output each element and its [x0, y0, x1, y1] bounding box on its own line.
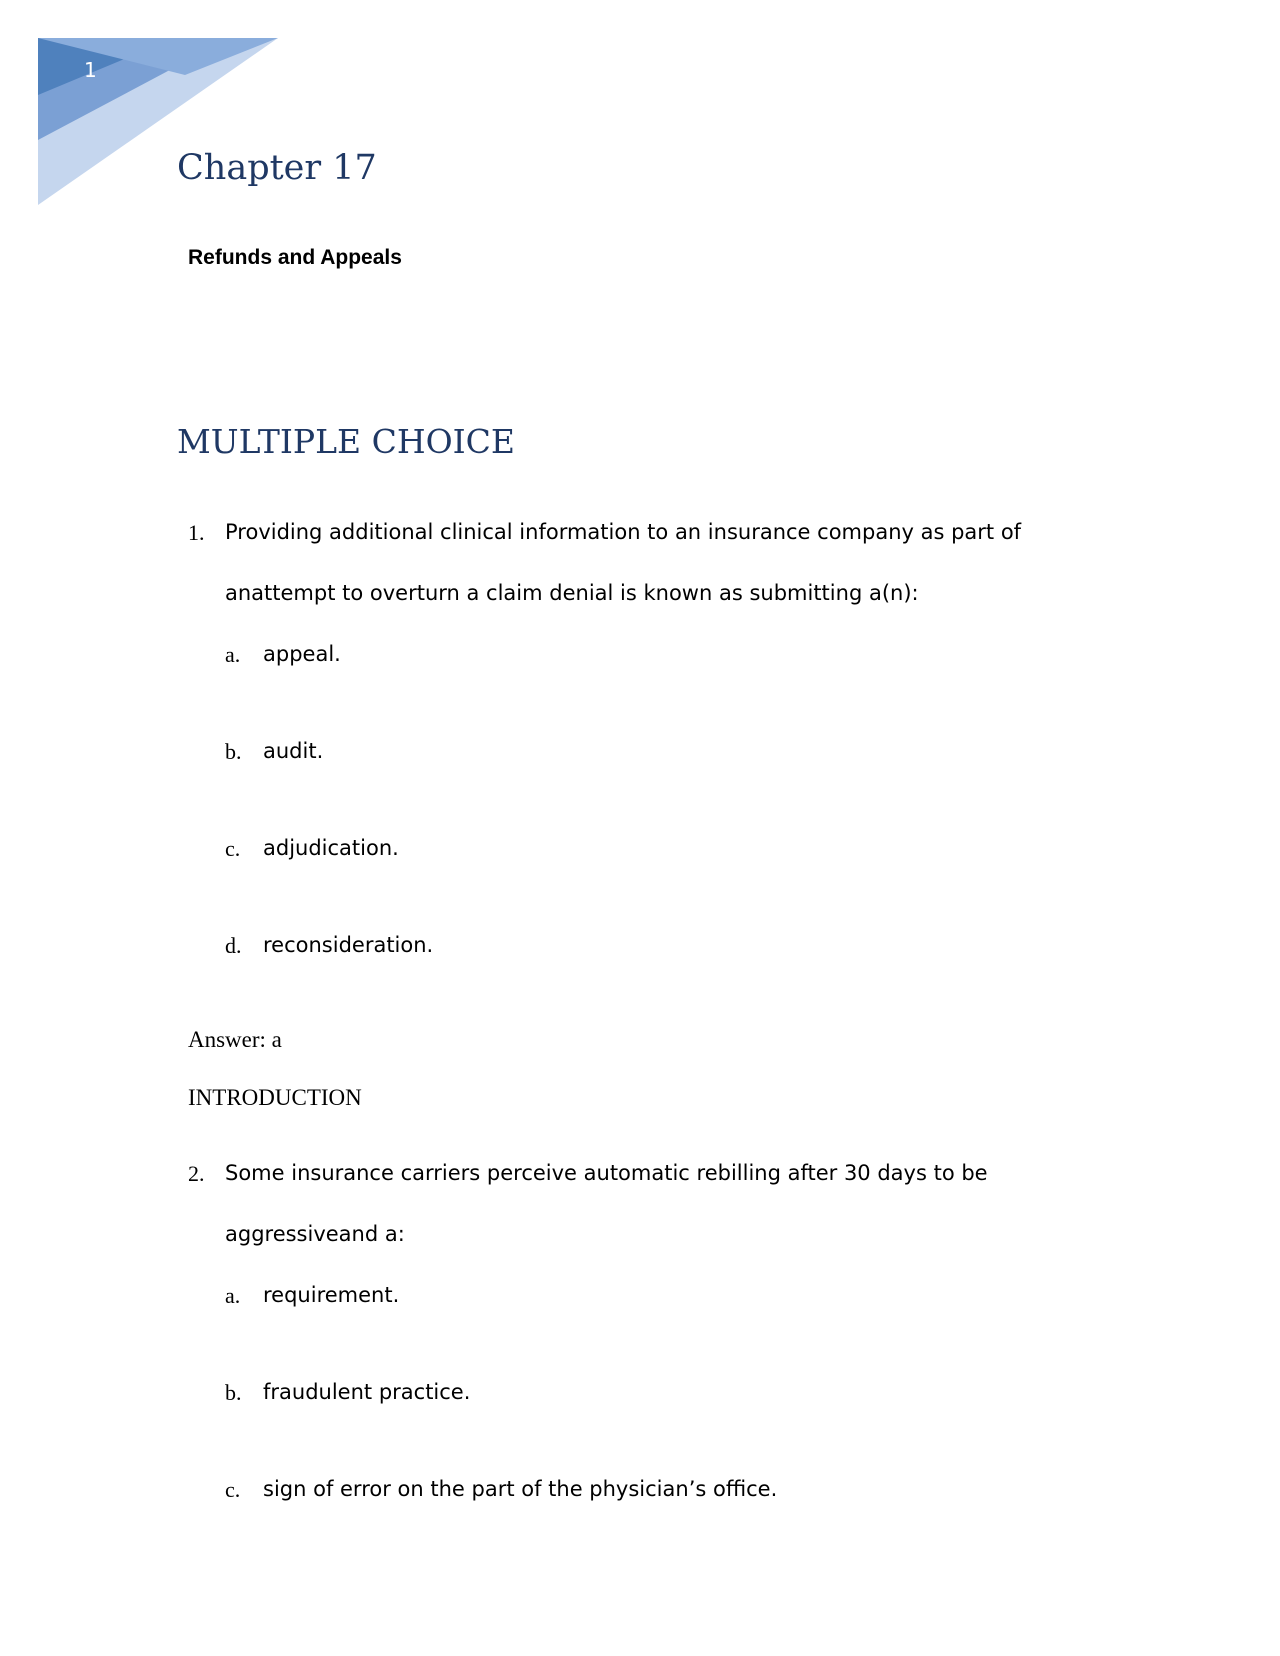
question-text-line: anattempt to overturn a claim denial is known as submitting a(n): [225, 581, 919, 605]
question-text-line: Some insurance carriers perceive automatic rebilling after 30 days to be [225, 1161, 988, 1185]
option-text: audit. [263, 739, 324, 763]
option-text: appeal. [263, 642, 341, 666]
option-letter: d. [225, 933, 242, 958]
page-number: 1 [84, 58, 97, 82]
question-text-line: Providing additional clinical information to an insurance company as part of [225, 520, 1022, 544]
option-letter: c. [225, 836, 241, 861]
option-letter: a. [225, 642, 241, 667]
option-text: reconsideration. [263, 933, 434, 957]
question-number: 1. [188, 520, 205, 545]
section-title: MULTIPLE CHOICE [177, 422, 516, 461]
option-letter: b. [225, 1380, 242, 1405]
option-text: fraudulent practice. [263, 1380, 471, 1404]
option-letter: b. [225, 739, 242, 764]
option-letter: a. [225, 1283, 241, 1308]
option-text: requirement. [263, 1283, 400, 1307]
answer-line: Answer: a [188, 1027, 282, 1052]
option-text: sign of error on the part of the physician’s office. [263, 1477, 778, 1501]
option-letter: c. [225, 1477, 241, 1502]
option-text: adjudication. [263, 836, 399, 860]
topic-label: INTRODUCTION [188, 1085, 362, 1110]
question-number: 2. [188, 1161, 205, 1186]
question-text-line: aggressiveand a: [225, 1222, 405, 1246]
chapter-title: Chapter 17 [177, 148, 377, 188]
chapter-subtitle: Refunds and Appeals [188, 246, 402, 269]
